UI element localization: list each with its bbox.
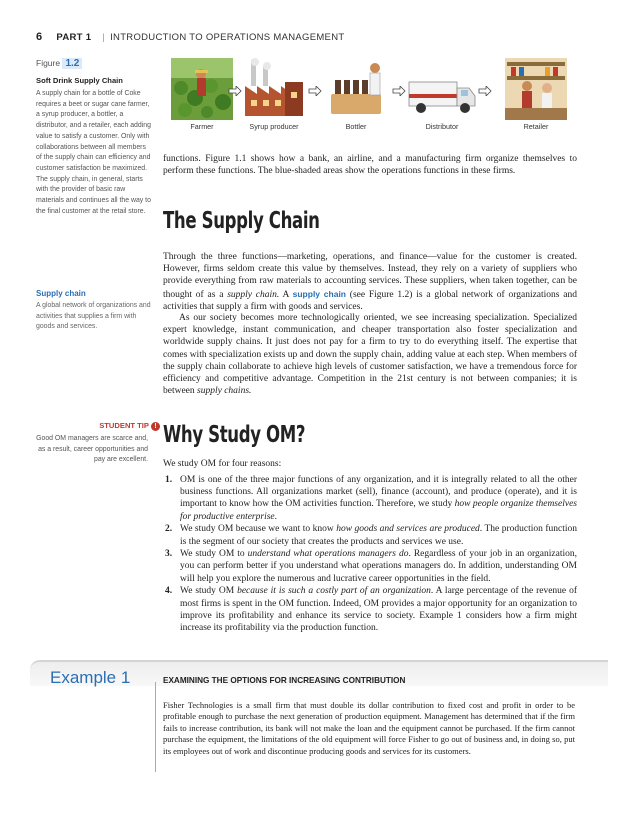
- factory-icon: [243, 58, 305, 120]
- figure-title: Soft Drink Supply Chain: [36, 76, 123, 85]
- text-run: Through the three functions—marketing, operations, and finance—value for the customer is created. However, firms seldom create this value by themselves. Instead, they rely on a variety of suppliers who provide everything from raw materials to accounting services. These suppliers, when taken together, can be thought of as a: [163, 252, 577, 300]
- text-run: . The production function is the segment of our society that creates the products and services we use.: [180, 524, 577, 547]
- stage-bottler: [316, 58, 396, 131]
- text-run: (see Figure 1.2) is a global network of organizations and activities that supply a firm with goods and services.: [163, 289, 577, 312]
- stage-label-farmer: Farmer: [190, 122, 214, 131]
- list-item: [163, 548, 577, 585]
- student-tip-title: [36, 421, 160, 431]
- list-text: [180, 523, 577, 547]
- text-run: We study OM because we want to know: [180, 524, 337, 535]
- text-run: . A large percentage of the revenue of most firms is spent in the OM function. Indeed, OM provides a major opportunity for an organization to improve its profitability and enhance its service to society. Example 1 considers how a firm might increase its profitability via the production function.: [180, 586, 577, 633]
- text-run: A: [279, 289, 293, 300]
- list-number: 1.: [165, 475, 173, 485]
- list-text: [180, 585, 577, 634]
- tip-icon: !: [151, 422, 160, 431]
- emphasis: because it is such a costly part of an organization: [237, 586, 431, 597]
- truck-icon: [407, 58, 477, 120]
- emphasis: supply chain.: [227, 289, 280, 300]
- list-number: 2.: [165, 524, 173, 535]
- text-run: OM is one of the three major functions of any organization, and it is integrally related to all the other business functions. All organizations market (sell), finance (account), and produce (operate), and it is important to know how the OM activities function. Therefore, we study: [180, 475, 577, 510]
- list-item: [163, 523, 577, 547]
- arrow-right-icon: [478, 86, 492, 96]
- part-label: PART 1: [56, 31, 92, 43]
- example-label: Example 1: [50, 668, 131, 687]
- text-run: We study OM: [180, 586, 238, 597]
- example-box: [30, 660, 608, 780]
- figure-number: 1.2: [62, 58, 82, 69]
- text-run: .: [274, 511, 278, 522]
- glossary-term: Supply chain: [36, 289, 86, 298]
- part-title: INTRODUCTION TO OPERATIONS MANAGEMENT: [110, 31, 345, 43]
- list-text: [180, 548, 577, 585]
- example-body: Fisher Technologies is a small firm that must double its dollar contribution to fixed cost and profit in order to be profitable enough to purchase the next generation of production equipment. Management has determined that if the firm fails to increase contribution, its bank will not make the loan and the equipment cannot be purchased. If the firm cannot purchase the equipment, the limitations of the old equipment will force Fisher to go out of business and, in doing so, put its employees out of work and discontinue producing goods and services for its customers.: [163, 700, 575, 756]
- stage-syrup-producer: [234, 58, 314, 131]
- why-intro: We study OM for four reasons:: [163, 459, 282, 469]
- list-number: 4.: [165, 586, 173, 597]
- bottler-icon: [325, 58, 387, 120]
- figure-word: Figure: [36, 58, 61, 68]
- why-study-om-heading: Why Study OM?: [163, 422, 306, 448]
- list-number: 3.: [165, 549, 173, 560]
- list-text: [180, 474, 577, 523]
- list-item: [163, 474, 577, 523]
- supply-chain-heading: The Supply Chain: [163, 208, 320, 234]
- stage-label-distributor: Distributor: [425, 122, 459, 131]
- text-run: We study OM to: [180, 549, 248, 560]
- text-run: As our society becomes more technologically oriented, we see increasing specialization. Specialized expert knowledge, instant communication, and cheaper transportation also foster specialization and worldwide supply chains. It just does not pay for a firm to try to do everything itself. The expertise that comes with specialization exists up and down the supply chain, adding value at each step. When members of the supply chain collaborate to achieve high levels of customer satisfaction, we have a tremendous force for efficiency and competitive advantage. Competition in the 21st century is not between companies; it is between: [163, 313, 577, 397]
- example-divider: [155, 682, 156, 772]
- list-item: [163, 585, 577, 634]
- figure-label: [36, 58, 152, 69]
- emphasis: how people organize themselves for productive enterprise: [180, 499, 577, 522]
- supply-chain-paragraph-2: [163, 312, 577, 397]
- figure-caption: A supply chain for a bottle of Coke requires a beet or sugar cane farmer, a syrup producer, a bottler, a distributor, and a retailer, each adding value to satisfy a customer. Only with collaborations between all members of the supply chain can efficiency and customer satisfaction be maximized. The supply chain, in general, starts with the provider of basic raw materials and continues all the way to the final customer at the retail store.: [36, 90, 151, 215]
- retailer-icon: [505, 58, 567, 120]
- supply-chain-paragraph-1: [163, 251, 577, 313]
- example-title: EXAMINING THE OPTIONS FOR INCREASING CONTRIBUTION: [163, 676, 406, 685]
- stage-label-retailer: Retailer: [523, 122, 549, 131]
- header-divider: |: [102, 31, 106, 43]
- supply-chain-illustration: [162, 58, 582, 148]
- reasons-list: [163, 474, 577, 635]
- intro-paragraph: functions. Figure 1.1 shows how a bank, an airline, and a manufacturing firm organize themselves to perform these functions. The blue-shaded areas show the operations functions in these firms.: [163, 154, 577, 177]
- page-number: 6: [36, 31, 43, 43]
- stage-distributor: [402, 58, 482, 131]
- stage-label-syrup-producer: Syrup producer: [249, 122, 299, 131]
- emphasis: supply chains.: [197, 386, 252, 397]
- key-term: supply chain: [292, 288, 346, 299]
- text-run: . Regardless of your job in an organization, you can perform better if you understand what operations managers do. In addition, understanding OM will help you explore the numerous and lucrative career opportunities in the field.: [180, 549, 577, 584]
- page-header: [36, 30, 344, 44]
- emphasis: understand what operations managers do: [247, 549, 409, 560]
- student-tip-label: STUDENT TIP: [99, 421, 149, 430]
- emphasis: how goods and services are produced: [336, 524, 480, 535]
- glossary-definition: A global network of organizations and activities that supplies a firm with goods and services.: [36, 302, 151, 331]
- stage-label-bottler: Bottler: [345, 122, 367, 131]
- student-tip-text: Good OM managers are scarce and, as a result, career opportunities and pay are excellent.: [36, 435, 148, 464]
- stage-retailer: [496, 58, 576, 131]
- farmer-icon: [171, 58, 233, 120]
